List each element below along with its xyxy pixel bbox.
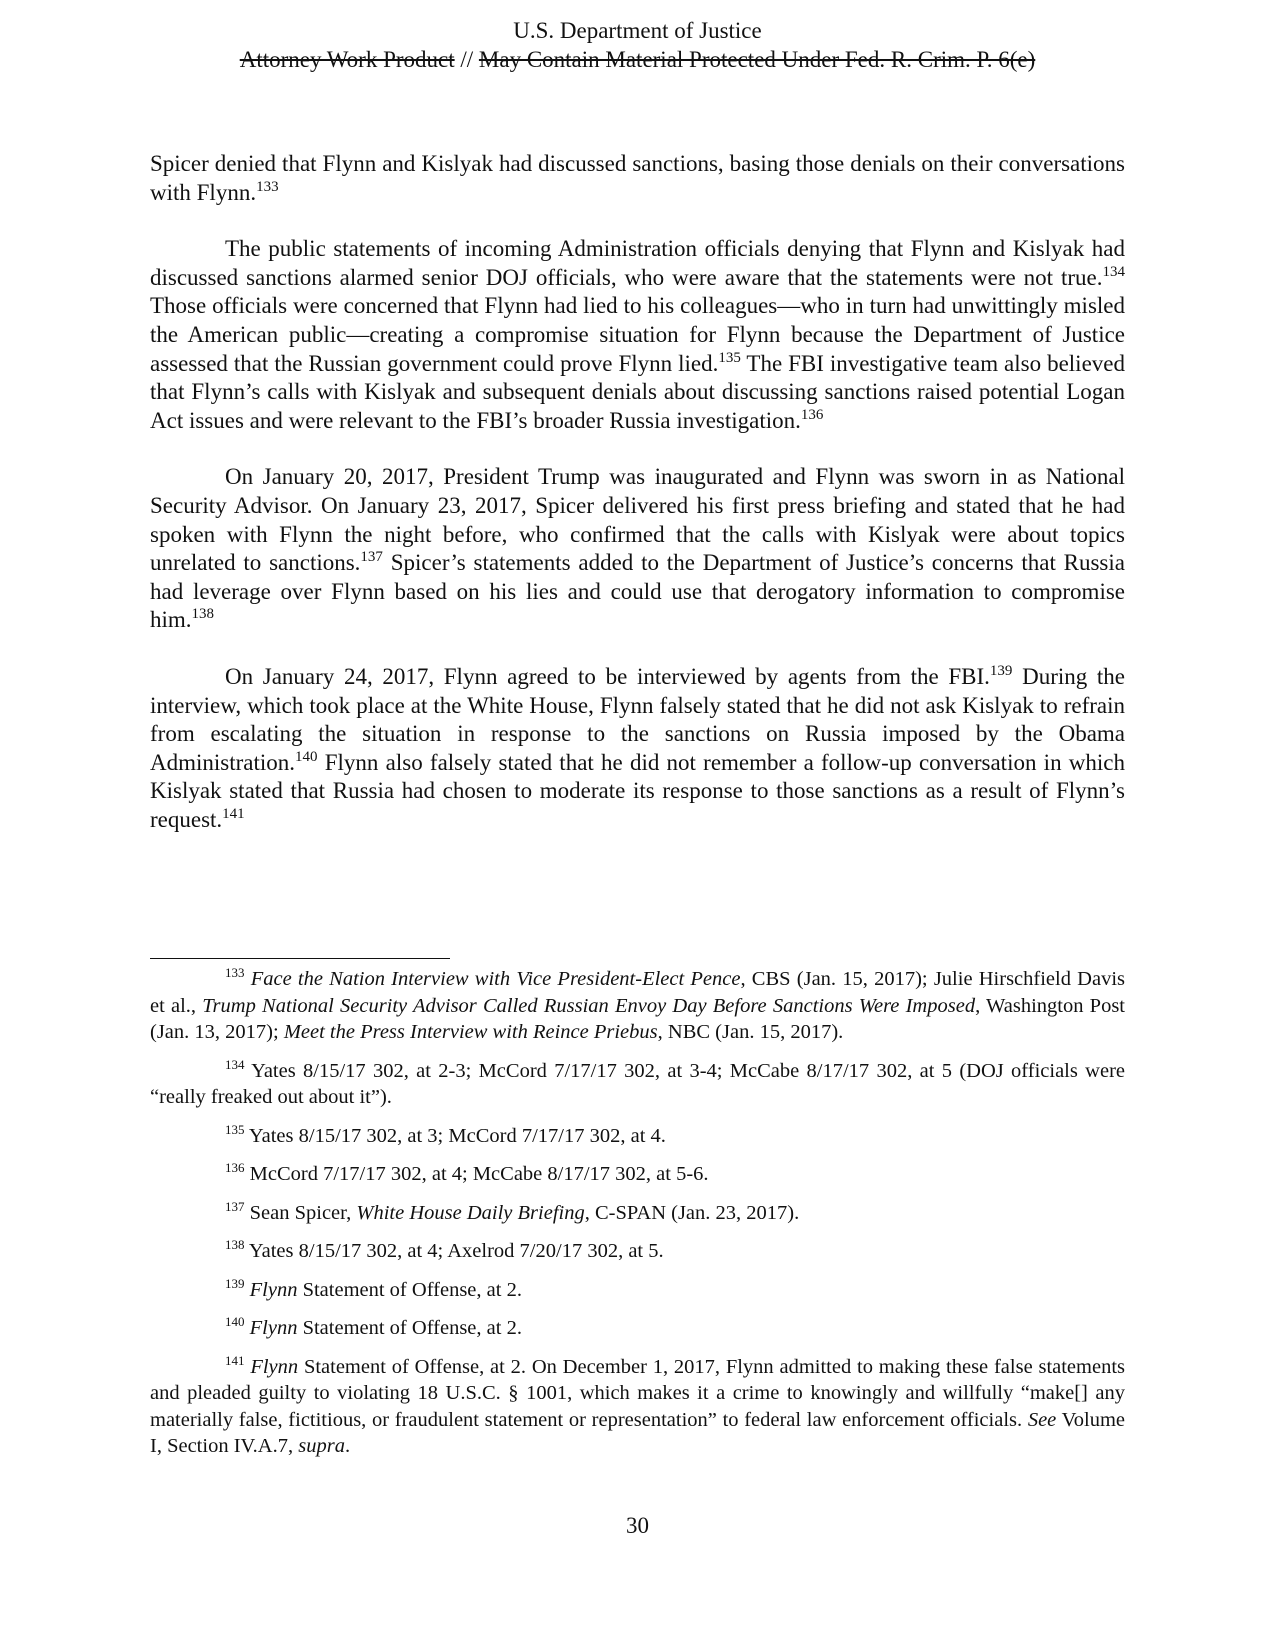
- paragraph-4: [150, 663, 1125, 835]
- marking-separator: //: [454, 47, 479, 72]
- citation-title: Face the Nation Interview with Vice President-Elect Pence: [250, 968, 741, 990]
- footnote-ref: 140: [295, 748, 318, 765]
- paragraph-text: On January 24, 2017, Flynn agreed to be interviewed by agents from the FBI.: [225, 663, 990, 689]
- footnote-141: [150, 1354, 1125, 1460]
- paragraph-1: [150, 150, 1125, 207]
- citation-title: Flynn: [249, 1278, 298, 1301]
- paragraph-text: The public statements of incoming Administration officials denying that Flynn and Kislyak had discussed sanctions alarmed senior DOJ officials, who were aware that the statements were not true.: [150, 236, 1125, 290]
- footnote-number: 140: [225, 1314, 245, 1329]
- citation-text: , C-SPAN (Jan. 23, 2017).: [584, 1201, 800, 1224]
- footnote-ref: 138: [191, 606, 215, 623]
- footnote-ref: 133: [256, 178, 279, 195]
- footnote-ref: 141: [222, 805, 245, 822]
- citation-text: , CBS (Jan. 15, 2017); Julie Hirschfield Davis et al.,: [150, 968, 1126, 1017]
- department-name: U.S. Department of Justice: [513, 18, 762, 43]
- paragraph-2: [150, 235, 1125, 435]
- paragraph-text: The FBI investigative team also believed that Flynn’s calls with Kislyak and subsequent denials about discussing sanctions raised potential Logan Act issues and were relevant to the FBI’s broader Russia investigation.: [150, 350, 1125, 433]
- paragraph-text: Flynn also falsely stated that he did not remember a follow-up conversation in which Kislyak stated that Russia had chosen to moderate its response to those sanctions as a result of Flynn’s request.: [150, 749, 1125, 832]
- citation-text: Yates 8/15/17 302, at 2-3; McCord 7/17/17 302, at 3-4; McCabe 8/17/17 302, at 5 (DOJ officials were “really freaked out about it”).: [150, 1059, 1125, 1108]
- footnote-number: 141: [225, 1352, 245, 1368]
- footnote-divider: [150, 958, 450, 959]
- citation-text: McCord 7/17/17 302, at 4; McCabe 8/17/17 302, at 5-6.: [249, 1163, 709, 1185]
- citation-title: Flynn: [250, 1355, 299, 1378]
- footnote-number: 137: [225, 1198, 245, 1214]
- footnote-139: [150, 1277, 1125, 1304]
- protective-marking: [0, 45, 1275, 74]
- footnote-134: [150, 1058, 1125, 1111]
- page-number: 30: [626, 1513, 649, 1538]
- paragraph-text: During the interview, which took place at the White House, Flynn falsely stated that he did not ask Kislyak to refrain from escalating the situation in response to the sanctions on Russia imposed by the Obama Administration.: [150, 663, 1125, 775]
- work-product-marking: Attorney Work Product: [239, 47, 455, 72]
- citation-text: .: [344, 1435, 351, 1457]
- footnote-135: [150, 1123, 1125, 1150]
- paragraph-3: [150, 463, 1125, 635]
- footnote-number: 135: [225, 1121, 245, 1137]
- citation-text: Yates 8/15/17 302, at 3; McCord 7/17/17 302, at 4.: [248, 1124, 666, 1147]
- grand-jury-marking: May Contain Material Protected Under Fed. R. Crim. P. 6(e): [478, 47, 1036, 72]
- footnote-ref: 135: [718, 349, 741, 366]
- paragraph-text: Spicer denied that Flynn and Kislyak had discussed sanctions, basing those denials on their conversations with Flynn.: [150, 151, 1125, 205]
- footnote-number: 133: [225, 965, 245, 980]
- paragraph-text: Spicer’s statements added to the Department of Justice’s concerns that Russia had leverage over Flynn based on his lies and could use that derogatory information to compromise him.: [150, 550, 1125, 633]
- footnote-137: [150, 1200, 1125, 1227]
- footnote-136: [150, 1161, 1125, 1188]
- footnote-number: 134: [225, 1056, 245, 1072]
- citation-text: , Washington Post (Jan. 13, 2017);: [150, 994, 1125, 1043]
- citation-text: Yates 8/15/17 302, at 4; Axelrod 7/20/17 302, at 5.: [248, 1240, 664, 1262]
- page-header: [0, 16, 1275, 74]
- footnote-133: [150, 966, 1125, 1046]
- citation-title: White House Daily Briefing: [356, 1201, 585, 1224]
- footnote-ref: 139: [989, 662, 1013, 679]
- paragraph-text: On January 20, 2017, President Trump was inaugurated and Flynn was sworn in as National Security Advisor. On January 23, 2017, Spicer delivered his first press briefing and stated that he had spoken with Flynn the night before, who confirmed that the calls with Kislyak were about topics unrelated to sanctions.: [150, 464, 1125, 576]
- citation-text: Statement of Offense, at 2.: [297, 1278, 522, 1301]
- body-text: [150, 150, 1125, 862]
- footnote-138: [150, 1238, 1125, 1265]
- signal-word: See: [1027, 1408, 1057, 1431]
- footnote-number: 139: [225, 1275, 245, 1291]
- footnote-ref: 137: [360, 549, 383, 566]
- citation-title: Flynn: [249, 1317, 298, 1339]
- footnote-number: 138: [225, 1237, 245, 1252]
- citation-text: , NBC (Jan. 15, 2017).: [657, 1021, 844, 1043]
- footnote-ref: 134: [1102, 263, 1125, 280]
- citation-text: Volume I, Section IV.A.7,: [150, 1408, 1125, 1457]
- citation-text: Statement of Offense, at 2. On December 1, 2017, Flynn admitted to making these false statements and pleaded guilty to violating 18 U.S.C. § 1001, which makes it a crime to knowingly and willfully “make[] any materially false, fictitious, or fraudulent statement or representation” to federal law enforcement officials.: [150, 1355, 1125, 1431]
- footnote-140: [150, 1315, 1125, 1342]
- paragraph-text: Those officials were concerned that Flynn had lied to his colleagues—who in turn had unwittingly misled the American public—creating a compromise situation for Flynn because the Department of Justice assessed that the Russian government could prove Flynn lied.: [150, 293, 1125, 376]
- citation-title: Meet the Press Interview with Reince Priebus: [283, 1021, 658, 1043]
- citation-title: Trump National Security Advisor Called Russian Envoy Day Before Sanctions Were Imposed: [202, 994, 976, 1017]
- footnotes: [150, 966, 1125, 1472]
- footnote-number: 136: [225, 1160, 245, 1175]
- signal-word: supra: [298, 1435, 345, 1457]
- footnote-ref: 136: [800, 406, 824, 423]
- citation-text: Statement of Offense, at 2.: [297, 1317, 522, 1339]
- citation-text: Sean Spicer,: [249, 1201, 357, 1224]
